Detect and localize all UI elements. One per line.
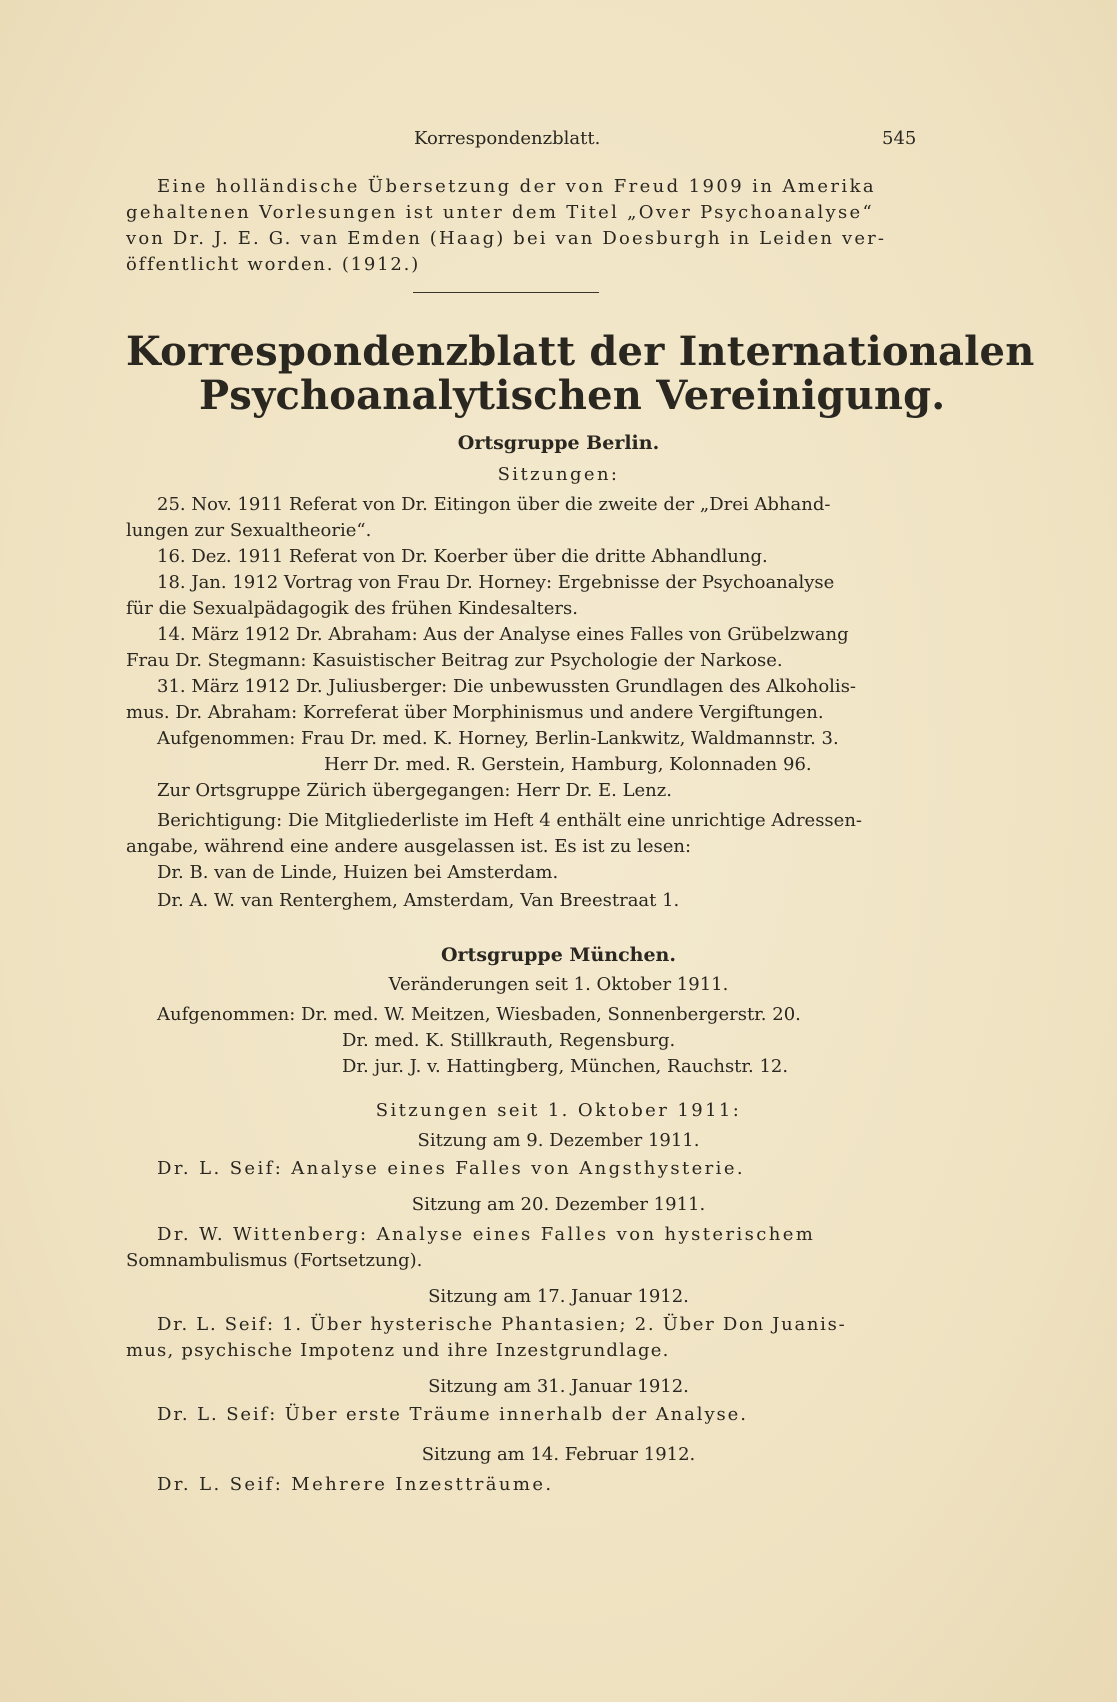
main-title-line-2: Psychoanalytischen Vereinigung. [199,372,946,419]
running-title: Korrespondenzblatt. [414,128,601,149]
muenchen-entry: Dr. med. K. Stillkrauth, Regensburg. [342,1030,676,1051]
intro-line: von Dr. J. E. G. van Emden (Haag) bei van Doesburgh in Leiden ver- [126,228,887,249]
session-date: Sitzung am 14. Februar 1912. [421,1444,696,1465]
berlin-entry: Zur Ortsgruppe Zürich übergegangen: Herr Dr. E. Lenz. [157,780,672,801]
session-entry: Dr. L. Seif: Über erste Träume innerhalb der Analyse. [157,1404,748,1425]
intro-line: Eine holländische Übersetzung der von Freud 1909 in Amerika [157,176,877,197]
session-entry: Dr. L. Seif: 1. Über hysterische Phantasien; 2. Über Don Juanis- [157,1314,847,1335]
intro-line: gehaltenen Vorlesungen ist unter dem Titel „Over Psychoanalyse“ [126,202,874,223]
berlin-entry: angabe, während eine andere ausgelassen ist. Es ist zu lesen: [126,836,692,857]
berlin-entry: Herr Dr. med. R. Gerstein, Hamburg, Kolonnaden 96. [324,754,812,775]
sessions-heading: Sitzungen seit 1. Oktober 1911: [375,1100,742,1121]
session-entry: Dr. L. Seif: Analyse eines Falles von Angsthysterie. [157,1158,746,1179]
berlin-entry: 16. Dez. 1911 Referat von Dr. Koerber über die dritte Abhandlung. [157,546,768,567]
page-number: 545 [882,128,917,149]
session-entry: Dr. W. Wittenberg: Analyse eines Falles von hysterischem [157,1224,816,1245]
session-date: Sitzung am 9. Dezember 1911. [417,1130,700,1151]
muenchen-entry: Dr. jur. J. v. Hattingberg, München, Rauchstr. 12. [342,1056,789,1077]
section-heading-berlin: Ortsgruppe Berlin. [457,432,660,454]
session-date: Sitzung am 17. Januar 1912. [428,1286,689,1307]
berlin-entry: mus. Dr. Abraham: Korreferat über Morphinismus und andere Vergiftungen. [126,702,824,723]
berlin-entry: 25. Nov. 1911 Referat von Dr. Eitingon über die zweite der „Drei Abhand- [157,494,831,515]
intro-line: öffentlicht worden. (1912.) [126,254,421,275]
berlin-entry: lungen zur Sexualtheorie“. [126,520,372,541]
berlin-entry: Aufgenommen: Frau Dr. med. K. Horney, Berlin-Lankwitz, Waldmannstr. 3. [157,728,839,749]
muenchen-entry: Aufgenommen: Dr. med. W. Meitzen, Wiesbaden, Sonnenbergerstr. 20. [157,1004,801,1025]
section-subheading-muenchen: Veränderungen seit 1. Oktober 1911. [388,974,729,995]
session-entry: Dr. L. Seif: Mehrere Inzestträume. [157,1474,554,1495]
berlin-entry: Dr. B. van de Linde, Huizen bei Amsterdam. [157,862,559,883]
berlin-entry: 31. März 1912 Dr. Juliusberger: Die unbewussten Grundlagen des Alkoholis- [157,676,857,697]
section-subheading-berlin: Sitzungen: [497,464,620,485]
berlin-entry: 14. März 1912 Dr. Abraham: Aus der Analyse eines Falles von Grübelzwang [157,624,849,645]
section-heading-muenchen: Ortsgruppe München. [441,944,676,966]
session-date: Sitzung am 20. Dezember 1911. [411,1194,706,1215]
berlin-entry: Dr. A. W. van Renterghem, Amsterdam, Van Breestraat 1. [157,890,680,911]
berlin-entry: Frau Dr. Stegmann: Kasuistischer Beitrag zur Psychologie der Narkose. [126,650,783,671]
berlin-entry: 18. Jan. 1912 Vortrag von Frau Dr. Horney: Ergebnisse der Psychoanalyse [157,572,835,593]
berlin-entry: für die Sexualpädagogik des frühen Kindesalters. [126,598,578,619]
session-entry: Somnambulismus (Fortsetzung). [126,1250,423,1271]
berlin-entry: Berichtigung: Die Mitgliederliste im Heft 4 enthält eine unrichtige Adressen- [157,810,862,831]
session-entry: mus, psychische Impotenz und ihre Inzestgrundlage. [126,1340,670,1361]
main-title-line-1: Korrespondenzblatt der Internationalen [126,328,1035,375]
divider-rule [413,292,599,293]
session-date: Sitzung am 31. Januar 1912. [428,1376,689,1397]
